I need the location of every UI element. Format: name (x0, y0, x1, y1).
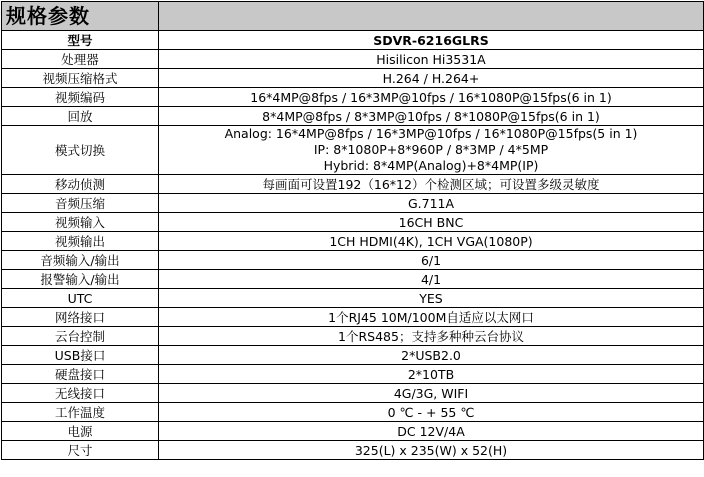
spec-value: 4G/3G, WIFI (159, 384, 704, 403)
spec-title: 规格参数 (2, 2, 159, 31)
spec-row (2, 403, 704, 422)
spec-label: 云台控制 (2, 327, 159, 346)
spec-label: 尺寸 (2, 441, 159, 460)
spec-row (2, 213, 704, 232)
spec-row (2, 422, 704, 441)
spec-value: 325(L) x 235(W) x 52(H) (159, 441, 704, 460)
spec-value: 4/1 (159, 270, 704, 289)
spec-row (2, 107, 704, 126)
spec-row (2, 251, 704, 270)
spec-row (2, 441, 704, 460)
spec-value: 16CH BNC (159, 213, 704, 232)
spec-label: 移动侦测 (2, 175, 159, 194)
spec-label: 网络接口 (2, 308, 159, 327)
spec-value: 8*4MP@8fps / 8*3MP@10fps / 8*1080P@15fps(6 in 1) (159, 107, 704, 126)
spec-row (2, 365, 704, 384)
spec-value: 2*10TB (159, 365, 704, 384)
spec-label: 硬盘接口 (2, 365, 159, 384)
spec-label: 电源 (2, 422, 159, 441)
header-value: SDVR-6216GLRS (159, 31, 704, 50)
spec-label: 视频输入 (2, 213, 159, 232)
spec-sheet (1, 1, 703, 471)
header-label: 型号 (2, 31, 159, 50)
spec-value: YES (159, 289, 704, 308)
spec-label: 视频压缩格式 (2, 69, 159, 88)
spec-value: Hisilicon Hi3531A (159, 50, 704, 69)
spec-row (2, 194, 704, 213)
spec-row (2, 327, 704, 346)
spec-label: UTC (2, 289, 159, 308)
spec-row (2, 308, 704, 327)
spec-row (2, 175, 704, 194)
spec-row (2, 289, 704, 308)
spec-row (2, 270, 704, 289)
header-row (2, 31, 704, 50)
spec-value: DC 12V/4A (159, 422, 704, 441)
spec-label: 视频输出 (2, 232, 159, 251)
spec-label: 处理器 (2, 50, 159, 69)
spec-label: 模式切换 (2, 126, 159, 175)
spec-row (2, 384, 704, 403)
spec-value: 1CH HDMI(4K), 1CH VGA(1080P) (159, 232, 704, 251)
spec-value: G.711A (159, 194, 704, 213)
spec-row (2, 126, 704, 175)
spec-label: 音频输入/输出 (2, 251, 159, 270)
spec-label: 回放 (2, 107, 159, 126)
spec-value: 2*USB2.0 (159, 346, 704, 365)
spec-label: 音频压缩 (2, 194, 159, 213)
spec-value: 每画面可设置192（16*12）个检测区域；可设置多级灵敏度 (159, 175, 704, 194)
spec-row (2, 346, 704, 365)
spec-label: USB接口 (2, 346, 159, 365)
spec-row (2, 88, 704, 107)
spec-label: 视频编码 (2, 88, 159, 107)
spec-value: 6/1 (159, 251, 704, 270)
spec-value: 16*4MP@8fps / 16*3MP@10fps / 16*1080P@15fps(6 in 1) (159, 88, 704, 107)
spec-value (159, 126, 704, 175)
spec-value: 1个RS485；支持多种种云台协议 (159, 327, 704, 346)
spec-value: 0 ℃ - + 55 ℃ (159, 403, 704, 422)
spec-row (2, 50, 704, 69)
spec-label: 报警输入/输出 (2, 270, 159, 289)
spec-row (2, 232, 704, 251)
spec-value-line: IP: 8*1080P+8*960P / 8*3MP / 4*5MP (313, 142, 549, 157)
title-row (2, 2, 704, 31)
spec-value: H.264 / H.264+ (159, 69, 704, 88)
spec-value: 1个RJ45 10M/100M自适应以太网口 (159, 308, 704, 327)
spec-value-line: Hybrid: 8*4MP(Analog)+8*4MP(IP) (323, 158, 539, 173)
spec-label: 无线接口 (2, 384, 159, 403)
title-fill (159, 2, 704, 31)
spec-table (1, 1, 704, 460)
spec-value-line: Analog: 16*4MP@8fps / 16*3MP@10fps / 16*1080P@15fps(5 in 1) (224, 126, 638, 141)
spec-row (2, 69, 704, 88)
spec-label: 工作温度 (2, 403, 159, 422)
